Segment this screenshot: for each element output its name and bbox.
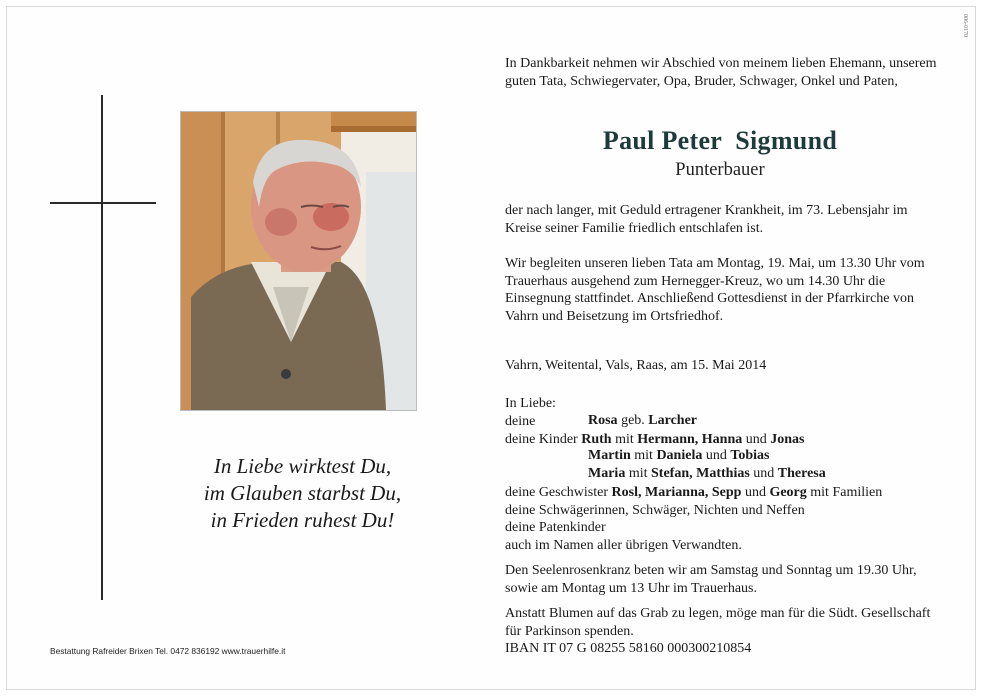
intro-text: In Dankbarkeit nehmen wir Abschied von meinem lieben Ehemann, unserem guten Tata, Schwiegervater, Opa, Bruder, Schwager, Onkel und Paten, bbox=[505, 56, 937, 89]
mourner-row-child3: Maria mit Stefan, Matthias und Theresa bbox=[588, 466, 826, 481]
undertaker-info: Bestattung Rafreider Brixen Tel. 0472 836192 www.trauerhilfe.it bbox=[50, 646, 286, 656]
motto-line: im Glauben starbst Du, bbox=[203, 481, 402, 505]
motto-line: in Frieden ruhest Du! bbox=[210, 508, 395, 532]
deceased-nickname: Punterbauer bbox=[675, 160, 765, 180]
motto-line: In Liebe wirktest Du, bbox=[213, 454, 392, 478]
mourner-row-others: auch im Namen aller übrigen Verwandten. bbox=[505, 538, 742, 553]
motto bbox=[170, 453, 435, 534]
mourner-row-godchildren: deine Patenkinder bbox=[505, 520, 606, 535]
funeral-text: Wir begleiten unseren lieben Tata am Montag, 19. Mai, um 13.30 Uhr vom Trauerhaus ausgehend zum Hernegger-Kreuz, wo um 14.30 Uhr die Einsegnung stattfindet. Anschließend Gottesdienst in der Pfarrkirche von Vahrn und Beisetzung im Ortsfriedhof. bbox=[505, 256, 925, 324]
cross-icon bbox=[101, 95, 103, 600]
flowers-text: Anstatt Blumen auf das Grab zu legen, möge man für die Südt. Gesellschaft für Parkinson spenden. bbox=[505, 606, 931, 639]
death-text: der nach langer, mit Geduld ertragener Krankheit, im 73. Lebensjahr im Kreise seiner Familie friedlich entschlafen ist. bbox=[505, 203, 908, 236]
portrait-photo bbox=[180, 111, 417, 411]
mourner-row-siblings: deine Geschwister Rosl, Marianna, Sepp und Georg mit Familien bbox=[505, 485, 883, 500]
mourner-row-child2: Martin mit Daniela und Tobias bbox=[588, 448, 770, 463]
header-code: 006-0170 bbox=[962, 14, 968, 37]
rosary-text: Den Seelenrosenkranz beten wir am Samstag und Sonntag um 19.30 Uhr, sowie am Montag um 13 Uhr im Trauerhaus. bbox=[505, 563, 917, 596]
place-date: Vahrn, Weitental, Vals, Raas, am 15. Mai 2014 bbox=[505, 358, 767, 373]
cross-bar bbox=[50, 202, 156, 204]
mourner-row-children: deine Kinder Ruth mit Hermann, Hanna und Jonas bbox=[505, 432, 805, 447]
iban: IBAN IT 07 G 08255 58160 000300210854 bbox=[505, 641, 752, 656]
mourners-label: In Liebe: bbox=[505, 396, 556, 411]
mourner-row-inlaws: deine Schwägerinnen, Schwäger, Nichten und Neffen bbox=[505, 503, 805, 518]
mourner-row-wife: deine bbox=[505, 414, 536, 429]
deceased-name: Paul Peter Sigmund bbox=[602, 126, 838, 155]
mourner-wife: Rosa geb. Larcher bbox=[588, 413, 698, 428]
